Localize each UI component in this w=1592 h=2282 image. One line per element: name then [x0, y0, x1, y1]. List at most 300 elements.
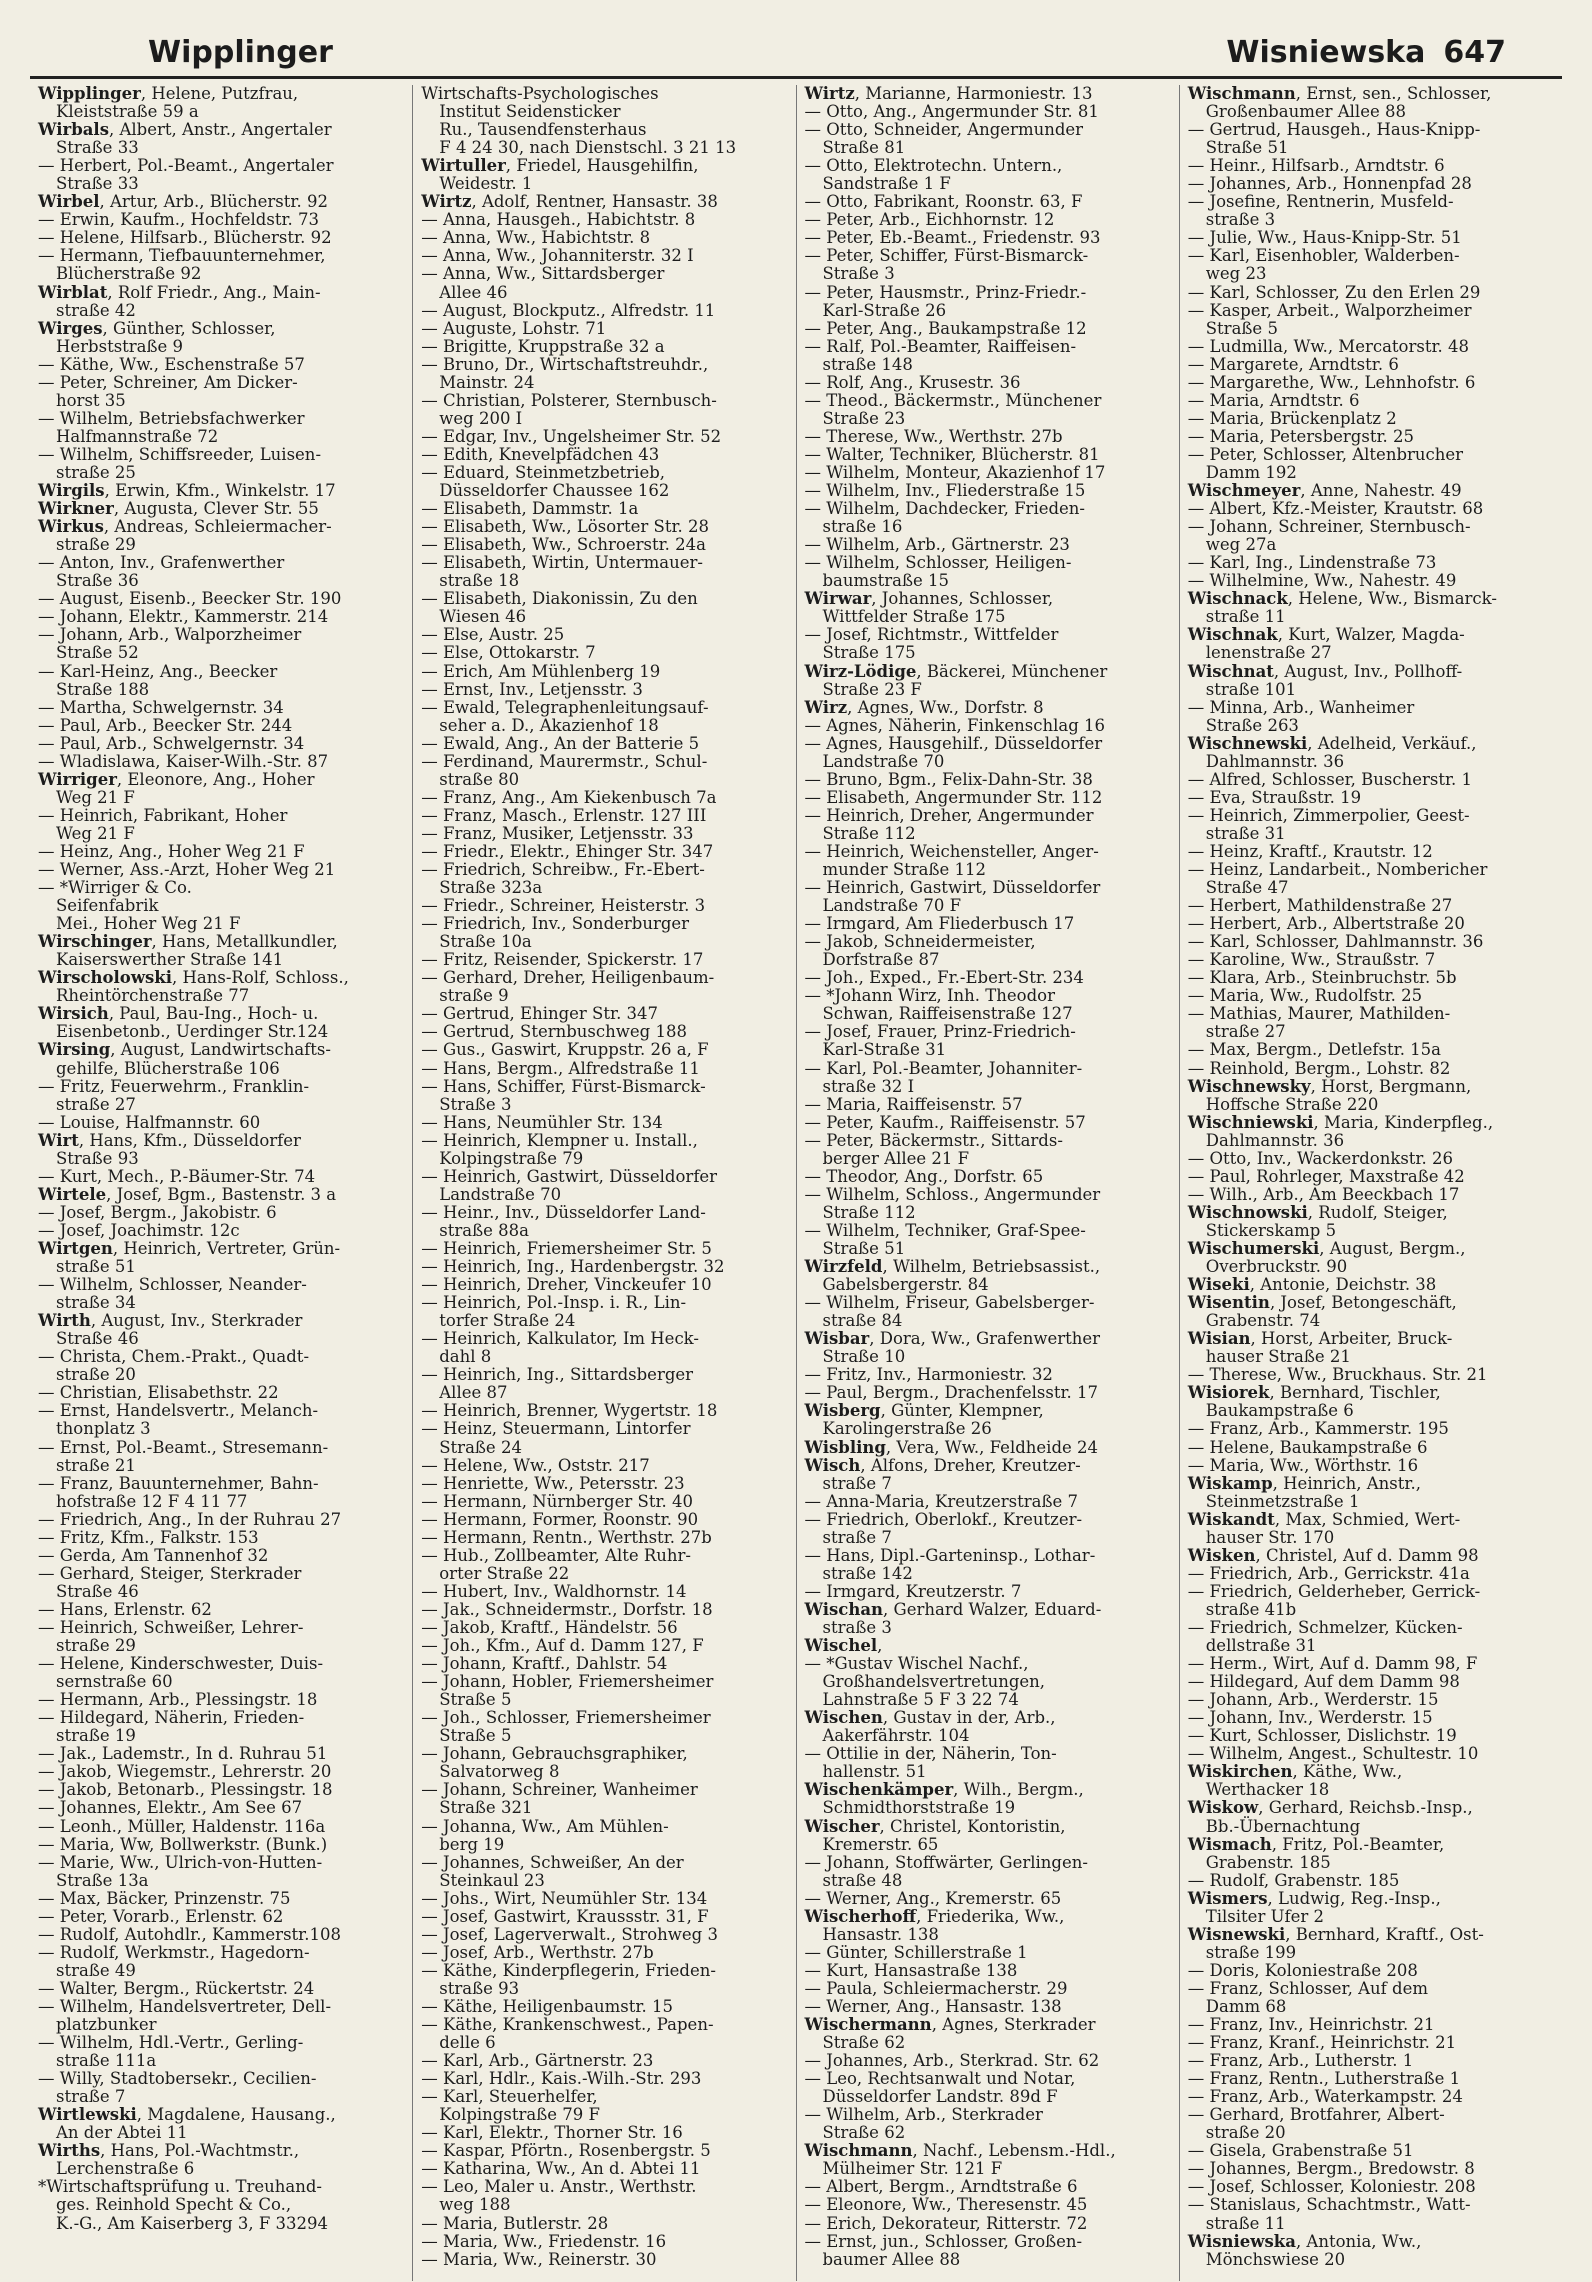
directory-line: — Johannes, Schweißer, An der [421, 1852, 684, 1872]
directory-line: Wipplinger, Helene, Putzfrau, [38, 85, 299, 103]
directory-line: — Minna, Arb., Wanheimer [1187, 697, 1415, 717]
directory-line: — Karl, Schlosser, Dahlmannstr. 36 [1187, 932, 1484, 952]
directory-line: straße 93 [439, 1978, 520, 1998]
directory-line: — Karl, Schlosser, Zu den Erlen 29 [1187, 282, 1481, 302]
directory-line: berg 19 [439, 1834, 505, 1854]
directory-line: Straße 13a [56, 1870, 149, 1890]
directory-line: straße 11 [1205, 607, 1286, 627]
directory-line: — Kurt, Hansastraße 138 [804, 1960, 1018, 1980]
directory-line: — Ewald, Telegraphenleitungsauf- [421, 697, 709, 717]
directory-line: — Theodor, Ang., Dorfstr. 65 [804, 1166, 1044, 1186]
directory-line: — Heinrich, Brenner, Wygertstr. 18 [421, 1401, 718, 1421]
directory-line: straße 29 [56, 1636, 136, 1656]
directory-line: straße 199 [1205, 1942, 1297, 1962]
directory-line: Straße 10a [439, 932, 532, 952]
directory-line: Wiseki, Antonie, Deichstr. 38 [1187, 1275, 1437, 1295]
directory-line: straße 80 [439, 769, 520, 789]
directory-line: straße 31 [1205, 823, 1286, 843]
directory-line: — Karl, Elektr., Thorner Str. 16 [421, 2123, 683, 2143]
directory-line: straße 88a [439, 1220, 529, 1240]
directory-line: — Peter, Ang., Baukampstraße 12 [804, 318, 1087, 338]
directory-line: Straße 5 [439, 1690, 512, 1710]
directory-line: — Otto, Schneider, Angermunder [804, 120, 1084, 140]
directory-line: — Heinrich, Ing., Sittardsberger [421, 1365, 694, 1385]
directory-line: — Johann, Gebrauchsgraphiker, [421, 1744, 688, 1764]
directory-line: — Heinrich, Kalkulator, Im Heck- [421, 1329, 699, 1349]
directory-line: munder Straße 112 [822, 860, 987, 880]
directory-line: — Wilhelm, Hdl.-Vertr., Gerling- [38, 2033, 304, 2053]
directory-line: weg 23 [1205, 264, 1267, 284]
directory-line: — Max, Bergm., Detlefstr. 15a [1187, 1040, 1442, 1060]
directory-line: — Johannes, Arb., Sterkrad. Str. 62 [804, 2051, 1100, 2071]
column-4 [1179, 85, 1562, 2281]
directory-line: Wirschinger, Hans, Metallkundler, [38, 932, 338, 952]
directory-line: — Gerhard, Dreher, Heiligenbaum- [421, 968, 715, 988]
directory-line: — Franz, Arb., Kammerstr. 195 [1187, 1419, 1449, 1439]
directory-line: — Heinrich, Pol.-Insp. i. R., Lin- [421, 1293, 687, 1313]
directory-line: — Christian, Elisabethstr. 22 [38, 1383, 279, 1403]
directory-line: — Hans, Dipl.-Garteninsp., Lothar- [804, 1545, 1096, 1565]
directory-line: Dahlmannstr. 36 [1205, 751, 1345, 771]
directory-line: Schmidthorststraße 19 [822, 1798, 1016, 1818]
directory-line: Wiskirchen, Käthe, Ww., [1187, 1762, 1403, 1782]
directory-line: — Leo, Rechtsanwalt und Notar, [804, 2069, 1076, 2089]
directory-line: hauser Str. 170 [1205, 1527, 1335, 1547]
directory-line: — *Wirriger & Co. [38, 878, 192, 898]
directory-line: Wischnack, Helene, Ww., Bismarck- [1187, 589, 1497, 609]
directory-line: platzbunker [56, 2015, 157, 2035]
directory-line: Salvatorweg 8 [439, 1762, 560, 1782]
directory-line: Mönchswiese 20 [1205, 2249, 1346, 2269]
directory-line: Weidestr. 1 [439, 174, 533, 194]
directory-line: — Hermann, Former, Roonstr. 90 [421, 1509, 699, 1529]
directory-line: — Karl, Hdlr., Kais.-Wilh.-Str. 293 [421, 2069, 702, 2089]
directory-line: Wischan, Gerhard Walzer, Eduard- [804, 1599, 1102, 1619]
columns [30, 85, 1562, 2281]
directory-line: straße 49 [56, 1960, 136, 1980]
directory-line: — Max, Bäcker, Prinzenstr. 75 [38, 1888, 291, 1908]
directory-line: — Heinrich, Schweißer, Lehrer- [38, 1617, 304, 1637]
directory-line: — Ralf, Pol.-Beamter, Raiffeisen- [804, 336, 1077, 356]
directory-line: Wischen, Gustav in der, Arb., [804, 1708, 1056, 1728]
directory-line: — Peter, Schreiner, Am Dicker- [38, 372, 298, 392]
directory-line: Karolingerstraße 26 [822, 1419, 992, 1439]
directory-line: straße 18 [439, 571, 520, 591]
directory-line: straße 7 [56, 2087, 126, 2107]
directory-line: weg 200 I [439, 408, 523, 428]
directory-line: — Gertrud, Hausgeh., Haus-Knipp- [1187, 120, 1481, 140]
directory-line: — Friedrich, Schreibw., Fr.-Ebert- [421, 860, 705, 880]
directory-line: Straße 33 [56, 138, 139, 158]
directory-line: Wirtele, Josef, Bgm., Bastenstr. 3 a [38, 1184, 337, 1204]
directory-line: — Theod., Bäckermstr., Münchener [804, 390, 1102, 410]
directory-line: — Katharina, Ww., An d. Abtei 11 [421, 2159, 701, 2179]
directory-line: — Franz, Arb., Lutherstr. 1 [1187, 2051, 1414, 2071]
directory-line: — Maria, Ww., Rudolfstr. 25 [1187, 986, 1423, 1006]
directory-line: Wisbling, Vera, Ww., Feldheide 24 [804, 1437, 1099, 1457]
directory-line: — Karl, Ing., Lindenstraße 73 [1187, 553, 1437, 573]
directory-line: orter Straße 22 [439, 1563, 570, 1583]
directory-line: — Hermann, Nürnberger Str. 40 [421, 1491, 694, 1511]
directory-line: Wirtz, Adolf, Rentner, Hansastr. 38 [421, 192, 718, 212]
directory-line: — Jak., Schneidermstr., Dorfstr. 18 [421, 1599, 713, 1619]
directory-line: Wisian, Horst, Arbeiter, Bruck- [1187, 1329, 1453, 1349]
directory-line: Wisnewski, Bernhard, Kraftf., Ost- [1187, 1924, 1484, 1944]
directory-line: — Anna, Ww., Sittardsberger [421, 264, 665, 284]
directory-line: Straße 33 [56, 174, 139, 194]
directory-line: baumstraße 15 [822, 571, 950, 591]
directory-line: — Christian, Polsterer, Sternbusch- [421, 390, 717, 410]
directory-line: Wirtgen, Heinrich, Vertreter, Grün- [38, 1239, 341, 1258]
directory-line: — Louise, Halfmannstr. 60 [38, 1112, 261, 1132]
directory-line: Wismers, Ludwig, Reg.-Insp., [1187, 1888, 1441, 1908]
directory-line: — Martha, Schwelgernstr. 34 [38, 697, 284, 717]
page-header [30, 20, 1562, 79]
directory-line: Werthacker 18 [1205, 1780, 1330, 1800]
directory-line: — Anna, Ww., Johanniterstr. 32 I [421, 246, 694, 266]
directory-line: — Johann, Hobler, Friemersheimer [421, 1672, 714, 1692]
directory-line: — Elisabeth, Dammstr. 1a [421, 499, 639, 519]
directory-line: — Ferdinand, Maurermstr., Schul- [421, 751, 708, 771]
directory-line: Rheintörchenstraße 77 [56, 986, 250, 1006]
directory-line: — Ludmilla, Ww., Mercatorstr. 48 [1187, 336, 1470, 356]
directory-line: — Else, Ottokarstr. 7 [421, 643, 596, 663]
directory-line: Straße 62 [822, 2033, 906, 2053]
directory-line: Straße 36 [56, 571, 139, 591]
directory-line: — Jakob, Wiegemstr., Lehrerstr. 20 [38, 1762, 332, 1782]
directory-line: — Wilhelm, Betriebsfachwerker [38, 408, 305, 428]
directory-line: — Maria, Ww., Friedenstr. 16 [421, 2231, 667, 2251]
directory-line: — Ernst, Pol.-Beamt., Stresemann- [38, 1437, 329, 1457]
directory-line: — Friedrich, Oberlokf., Kreutzer- [804, 1509, 1083, 1529]
directory-line: — Ernst, Inv., Letjensstr. 3 [421, 679, 643, 699]
directory-line: — Christa, Chem.-Prakt., Quadt- [38, 1347, 310, 1367]
directory-line: Wirsich, Paul, Bau-Ing., Hoch- u. [38, 1004, 319, 1024]
directory-line: — Gertrud, Ehinger Str. 347 [421, 1004, 659, 1024]
directory-line: straße 11 [1205, 2213, 1286, 2233]
directory-line: Wirkus, Andreas, Schleiermacher- [38, 517, 332, 537]
directory-line: — Gisela, Grabenstraße 51 [1187, 2141, 1414, 2161]
directory-line: Straße 52 [56, 643, 139, 663]
directory-line: — Peter, Bäckermstr., Sittards- [804, 1130, 1063, 1150]
directory-line: straße 20 [56, 1365, 136, 1385]
directory-line: Wischmeyer, Anne, Nahestr. 49 [1187, 481, 1462, 501]
directory-line: — *Johann Wirz, Inh. Theodor [804, 986, 1055, 1006]
directory-line: — Heinrich, Weichensteller, Anger- [804, 841, 1099, 861]
directory-line: — Alfred, Schlosser, Buscherstr. 1 [1187, 769, 1473, 789]
directory-line: — Jak., Lademstr., In d. Ruhrau 51 [38, 1744, 328, 1764]
directory-line: Straße 323a [439, 878, 543, 898]
directory-line: — Elisabeth, Diakonissin, Zu den [421, 589, 698, 609]
directory-line: — Hans, Erlenstr. 62 [38, 1599, 212, 1619]
directory-line: straße 3 [822, 1617, 892, 1637]
directory-line: straße 41b [1205, 1599, 1297, 1619]
directory-line: — Heinz, Steuermann, Lintorfer [421, 1419, 691, 1439]
directory-line: Straße 23 F [822, 679, 922, 699]
directory-line: ges. Reinhold Specht & Co., [56, 2195, 292, 2215]
directory-line: — Johannes, Elektr., Am See 67 [38, 1798, 303, 1818]
directory-line: — Bruno, Bgm., Felix-Dahn-Str. 38 [804, 769, 1093, 789]
directory-line: — Maria, Ww., Reinerstr. 30 [421, 2249, 657, 2269]
directory-line: straße 27 [1205, 1022, 1286, 1042]
directory-line: — Walter, Techniker, Blücherstr. 81 [804, 444, 1100, 464]
column-3 [796, 85, 1179, 2281]
directory-line: — Karl, Arb., Gärtnerstr. 23 [421, 2051, 654, 2071]
directory-line: — Eduard, Steinmetzbetrieb, [421, 462, 666, 482]
directory-line: — Erich, Am Mühlenberg 19 [421, 661, 661, 681]
directory-line: Halfmannstraße 72 [56, 426, 219, 446]
directory-line: — Franz, Inv., Heinrichstr. 21 [1187, 2015, 1435, 2035]
directory-line: — Johann, Inv., Werderstr. 15 [1187, 1708, 1433, 1728]
directory-line: — Wilh., Arb., Am Beeckbach 17 [1187, 1184, 1460, 1204]
directory-line: weg 27a [1205, 535, 1277, 555]
directory-line: — Willy, Stadtobersekr., Cecilien- [38, 2069, 317, 2089]
directory-line: — Marie, Ww., Ulrich-von-Hutten- [38, 1852, 323, 1872]
directory-line: straße 32 I [822, 1076, 915, 1096]
directory-line: Wischmann, Nachf., Lebensm.-Hdl., [804, 2141, 1116, 2161]
directory-line: Großenbaumer Allee 88 [1205, 102, 1406, 122]
directory-line: Dahlmannstr. 36 [1205, 1130, 1345, 1150]
header-right-keyword: Wisniewska [1226, 35, 1426, 70]
directory-line: Lahnstraße 5 F 3 22 74 [822, 1690, 1019, 1710]
directory-line: — Franz, Masch., Erlenstr. 127 III [421, 805, 707, 825]
directory-line: Gabelsbergerstr. 84 [822, 1275, 989, 1295]
directory-line: — Heinr., Hilfsarb., Arndtstr. 6 [1187, 156, 1445, 176]
directory-line: Wiskamp, Heinrich, Anstr., [1187, 1473, 1421, 1493]
directory-line: — Wilhelm, Angest., Schultestr. 10 [1187, 1744, 1479, 1764]
directory-line: Wirtuller, Friedel, Hausgehilfin, [421, 156, 699, 176]
directory-line: Landstraße 70 [439, 1184, 562, 1204]
directory-line: — Heinrich, Klempner u. Install., [421, 1130, 698, 1150]
directory-line: — Wilhelm, Friseur, Gabelsberger- [804, 1293, 1095, 1313]
directory-line: — Maria, Raiffeisenstr. 57 [804, 1094, 1023, 1114]
directory-line: — Albert, Kfz.-Meister, Krautstr. 68 [1187, 499, 1484, 519]
directory-line: — Otto, Ang., Angermunder Str. 81 [804, 102, 1099, 122]
directory-line: Stickerskamp 5 [1205, 1220, 1337, 1240]
directory-line: — Elisabeth, Wirtin, Untermauer- [421, 553, 703, 573]
directory-line: — Henriette, Ww., Petersstr. 23 [421, 1473, 685, 1493]
directory-line: — Johann, Schreiner, Wanheimer [421, 1780, 698, 1800]
directory-line: Wirzfeld, Wilhelm, Betriebsassist., [804, 1257, 1101, 1277]
directory-line: Wisken, Christel, Auf d. Damm 98 [1187, 1545, 1479, 1565]
directory-line: Grabenstr. 185 [1205, 1852, 1331, 1872]
directory-line: — Josef, Lagerverwalt., Strohweg 3 [421, 1924, 718, 1944]
directory-line: — Käthe, Ww., Eschenstraße 57 [38, 354, 305, 374]
directory-line: — Hans, Neumühler Str. 134 [421, 1112, 663, 1132]
directory-line: — Kurt, Schlosser, Dislichstr. 19 [1187, 1726, 1457, 1746]
directory-line: Baukampstraße 6 [1205, 1401, 1354, 1421]
directory-line: — Anton, Inv., Grafenwerther [38, 553, 285, 573]
directory-line: — Rudolf, Grabenstr. 185 [1187, 1870, 1400, 1890]
directory-line: straße 34 [56, 1293, 136, 1313]
directory-line: Wirtz, Marianne, Harmoniestr. 13 [804, 85, 1093, 103]
directory-line: — Elisabeth, Angermunder Str. 112 [804, 787, 1103, 807]
directory-line: torfer Straße 24 [439, 1311, 576, 1331]
header-left-keyword: Wipplinger [148, 35, 333, 70]
directory-line: Sandstraße 1 F [822, 174, 951, 194]
directory-line: — Maria, Butlerstr. 28 [421, 2213, 609, 2233]
directory-line: Straße 5 [1205, 318, 1278, 338]
directory-line: Straße 51 [1205, 138, 1289, 158]
directory-line: straße 48 [822, 1870, 903, 1890]
directory-line: — Kurt, Mech., P.-Bäumer-Str. 74 [38, 1166, 316, 1186]
directory-line: — Friedr., Schreiner, Heisterstr. 3 [421, 896, 706, 916]
directory-line: — Peter, Arb., Eichhornstr. 12 [804, 210, 1055, 230]
directory-line: — Fritz, Kfm., Falkstr. 153 [38, 1527, 259, 1547]
directory-line: — Fritz, Reisender, Spickerstr. 17 [421, 950, 704, 970]
directory-line: — Heinrich, Friemersheimer Str. 5 [421, 1239, 712, 1258]
directory-line: Wirth, August, Inv., Sterkrader [38, 1311, 303, 1331]
directory-line: Wischerhoff, Friederika, Ww., [804, 1906, 1065, 1926]
directory-line: — Johann, Elektr., Kammerstr. 214 [38, 607, 329, 627]
directory-line: — Agnes, Näherin, Finkenschlag 16 [804, 715, 1106, 735]
directory-line: delle 6 [439, 2033, 496, 2053]
directory-line: — Karl, Eisenhobler, Walderben- [1187, 246, 1460, 266]
directory-line: straße 20 [1205, 2123, 1286, 2143]
directory-line: Straße 3 [439, 1094, 512, 1114]
directory-line: straße 142 [822, 1563, 913, 1583]
directory-line: straße 19 [56, 1726, 136, 1746]
directory-line: — Johanna, Ww., Am Mühlen- [421, 1816, 669, 1836]
directory-line: — Brigitte, Kruppstraße 32 a [421, 336, 665, 356]
directory-line: — Irmgard, Am Fliederbusch 17 [804, 914, 1075, 934]
directory-line: — Paul, Arb., Schwelgernstr. 34 [38, 733, 305, 753]
directory-line: — Fritz, Feuerwehrm., Franklin- [38, 1076, 310, 1096]
directory-line: — Heinrich, Dreher, Angermunder [804, 805, 1094, 825]
directory-line: — Auguste, Lohstr. 71 [421, 318, 607, 338]
directory-line: straße 51 [56, 1257, 136, 1277]
directory-line: Straße 46 [56, 1581, 139, 1601]
directory-line: — *Gustav Wischel Nachf., [804, 1654, 1029, 1674]
directory-line: Straße 175 [822, 643, 916, 663]
directory-line: Wirths, Hans, Pol.-Wachtmstr., [38, 2141, 300, 2161]
directory-line: — Johann, Kraftf., Dahlstr. 54 [421, 1654, 668, 1674]
directory-line: Wirtschafts-Psychologisches [421, 85, 659, 103]
directory-line: Wirges, Günther, Schlosser, [38, 318, 276, 338]
directory-line: — Friedrich, Ang., In der Ruhrau 27 [38, 1509, 342, 1529]
directory-line: — Eva, Straußstr. 19 [1187, 787, 1362, 807]
directory-line: Mei., Hoher Weg 21 F [56, 914, 241, 934]
directory-line: — Stanislaus, Schachtmstr., Watt- [1187, 2195, 1471, 2215]
directory-line: — Helene, Ww., Oststr. 217 [421, 1455, 650, 1475]
directory-line: — Josef, Bergm., Jakobistr. 6 [38, 1202, 277, 1222]
directory-line: — Julie, Ww., Haus-Knipp-Str. 51 [1187, 228, 1462, 248]
directory-line: — Hermann, Tiefbauunternehmer, [38, 246, 326, 266]
directory-line: — Karl, Steuerhelfer, [421, 2087, 598, 2107]
directory-line: Landstraße 70 [822, 751, 945, 771]
directory-line: F 4 24 30, nach Dienstschl. 3 21 13 [439, 138, 737, 158]
directory-line: straße 101 [1205, 679, 1297, 699]
directory-line: — Jakob, Kraftf., Händelstr. 56 [421, 1617, 678, 1637]
directory-line: Dorfstraße 87 [822, 950, 940, 970]
directory-line: — Paul, Bergm., Drachenfelsstr. 17 [804, 1383, 1099, 1403]
directory-line: K.-G., Am Kaiserberg 3, F 33294 [56, 2213, 329, 2233]
directory-line: — Fritz, Inv., Harmoniestr. 32 [804, 1365, 1053, 1385]
directory-line: Mainstr. 24 [439, 372, 535, 392]
directory-line: — Peter, Hausmstr., Prinz-Friedr.- [804, 282, 1087, 302]
directory-line: Wirbel, Artur, Arb., Blücherstr. 92 [38, 192, 328, 212]
directory-line: Bb.-Übernachtung [1205, 1816, 1361, 1836]
directory-line: — Wilhelm, Schlosser, Neander- [38, 1275, 307, 1295]
directory-line: Wiesen 46 [439, 607, 527, 627]
directory-line: — Helene, Baukampstraße 6 [1187, 1437, 1428, 1457]
directory-line: — Josef, Richtmstr., Wittfelder [804, 625, 1059, 645]
directory-line: Wirtlewski, Magdalene, Hausang., [38, 2105, 336, 2125]
directory-line: Kolpingstraße 79 [439, 1148, 584, 1168]
directory-line: — Kaspar, Pförtn., Rosenbergstr. 5 [421, 2141, 711, 2161]
directory-line: — Johann, Stoffwärter, Gerlingen- [804, 1852, 1088, 1872]
directory-line: Wirsing, August, Landwirtschafts- [38, 1040, 331, 1060]
directory-line: — Heinz, Kraftf., Krautstr. 12 [1187, 841, 1433, 861]
directory-line: *Wirtschaftsprüfung u. Treuhand- [38, 2177, 322, 2197]
directory-line: — Herbert, Mathildenstraße 27 [1187, 896, 1453, 916]
directory-line: — Gerhard, Brotfahrer, Albert- [1187, 2105, 1445, 2125]
directory-line: Ru., Tausendfensterhaus [439, 120, 647, 140]
directory-line: — Wladislawa, Kaiser-Wilh.-Str. 87 [38, 751, 329, 771]
directory-line: — Edgar, Inv., Ungelsheimer Str. 52 [421, 426, 722, 446]
directory-line: Wisniewska, Antonia, Ww., [1187, 2231, 1422, 2251]
directory-line: — Heinr., Inv., Düsseldorfer Land- [421, 1202, 706, 1222]
directory-line: Wischnewski, Adelheid, Verkäuf., [1187, 733, 1477, 753]
directory-line: — Wilhelm, Inv., Fliederstraße 15 [804, 481, 1086, 501]
directory-line: — Paul, Rohrleger, Maxstraße 42 [1187, 1166, 1465, 1186]
directory-line: — Franz, Musiker, Letjensstr. 33 [421, 823, 694, 843]
directory-line: — Paula, Schleiermacherstr. 29 [804, 1978, 1068, 1998]
directory-line: dahl 8 [439, 1347, 492, 1367]
directory-line: — Käthe, Kinderpflegerin, Frieden- [421, 1960, 716, 1980]
directory-line: — Joh., Schlosser, Friemersheimer [421, 1708, 711, 1728]
column-2 [412, 85, 795, 2281]
directory-line: An der Abtei 11 [56, 2123, 188, 2143]
directory-line: Weg 21 F [56, 823, 135, 843]
directory-line: — Werner, Ang., Hansastr. 138 [804, 1996, 1062, 2016]
directory-line: thonplatz 3 [56, 1419, 151, 1439]
directory-line: gehilfe, Blücherstraße 106 [56, 1058, 280, 1078]
directory-line: Wischel, [804, 1636, 883, 1656]
directory-line: Wischmann, Ernst, sen., Schlosser, [1187, 85, 1492, 103]
directory-line: — Wilhelm, Techniker, Graf-Spee- [804, 1220, 1086, 1240]
directory-line: — Else, Austr. 25 [421, 625, 565, 645]
directory-line: Straße 188 [56, 679, 150, 699]
directory-line: — Margarethe, Ww., Lehnhofstr. 6 [1187, 372, 1476, 392]
directory-line: — Wilhelm, Schlosser, Heiligen- [804, 553, 1072, 573]
directory-line: straße 3 [1205, 210, 1276, 230]
directory-line: Steinmetzstraße 1 [1205, 1491, 1360, 1511]
directory-line: — Jakob, Schneidermeister, [804, 932, 1036, 952]
directory-line: Straße 112 [822, 1202, 916, 1222]
directory-line: weg 188 [439, 2195, 511, 2215]
directory-line: — Elisabeth, Ww., Lösorter Str. 28 [421, 517, 710, 537]
directory-line: — Günter, Schillerstraße 1 [804, 1942, 1028, 1962]
directory-line: Wischnat, August, Inv., Pollhoff- [1187, 661, 1463, 681]
directory-line: Eisenbetonb., Uerdinger Str.124 [56, 1022, 329, 1042]
directory-line: Wischnowski, Rudolf, Steiger, [1187, 1202, 1448, 1222]
directory-line: — Reinhold, Bergm., Lohstr. 82 [1187, 1058, 1451, 1078]
directory-line: Damm 192 [1205, 462, 1297, 482]
directory-line: — Friedr., Elektr., Ehinger Str. 347 [421, 841, 714, 861]
directory-line: Allee 46 [439, 282, 508, 302]
directory-line: — Ernst, Handelsvertr., Melanch- [38, 1401, 319, 1421]
directory-line: Wittfelder Straße 175 [822, 607, 1006, 627]
directory-line: — Gertrud, Sternbuschweg 188 [421, 1022, 687, 1042]
directory-line: Straße 112 [822, 823, 916, 843]
directory-line: — Heinrich, Gastwirt, Düsseldorfer [421, 1166, 718, 1186]
directory-line: Wisch, Alfons, Dreher, Kreutzer- [804, 1455, 1081, 1475]
directory-line: straße 25 [56, 462, 136, 482]
directory-line: — Hildegard, Näherin, Frieden- [38, 1708, 305, 1728]
directory-line: Straße 321 [439, 1798, 533, 1818]
directory-line: — Kasper, Arbeit., Walporzheimer [1187, 300, 1472, 320]
